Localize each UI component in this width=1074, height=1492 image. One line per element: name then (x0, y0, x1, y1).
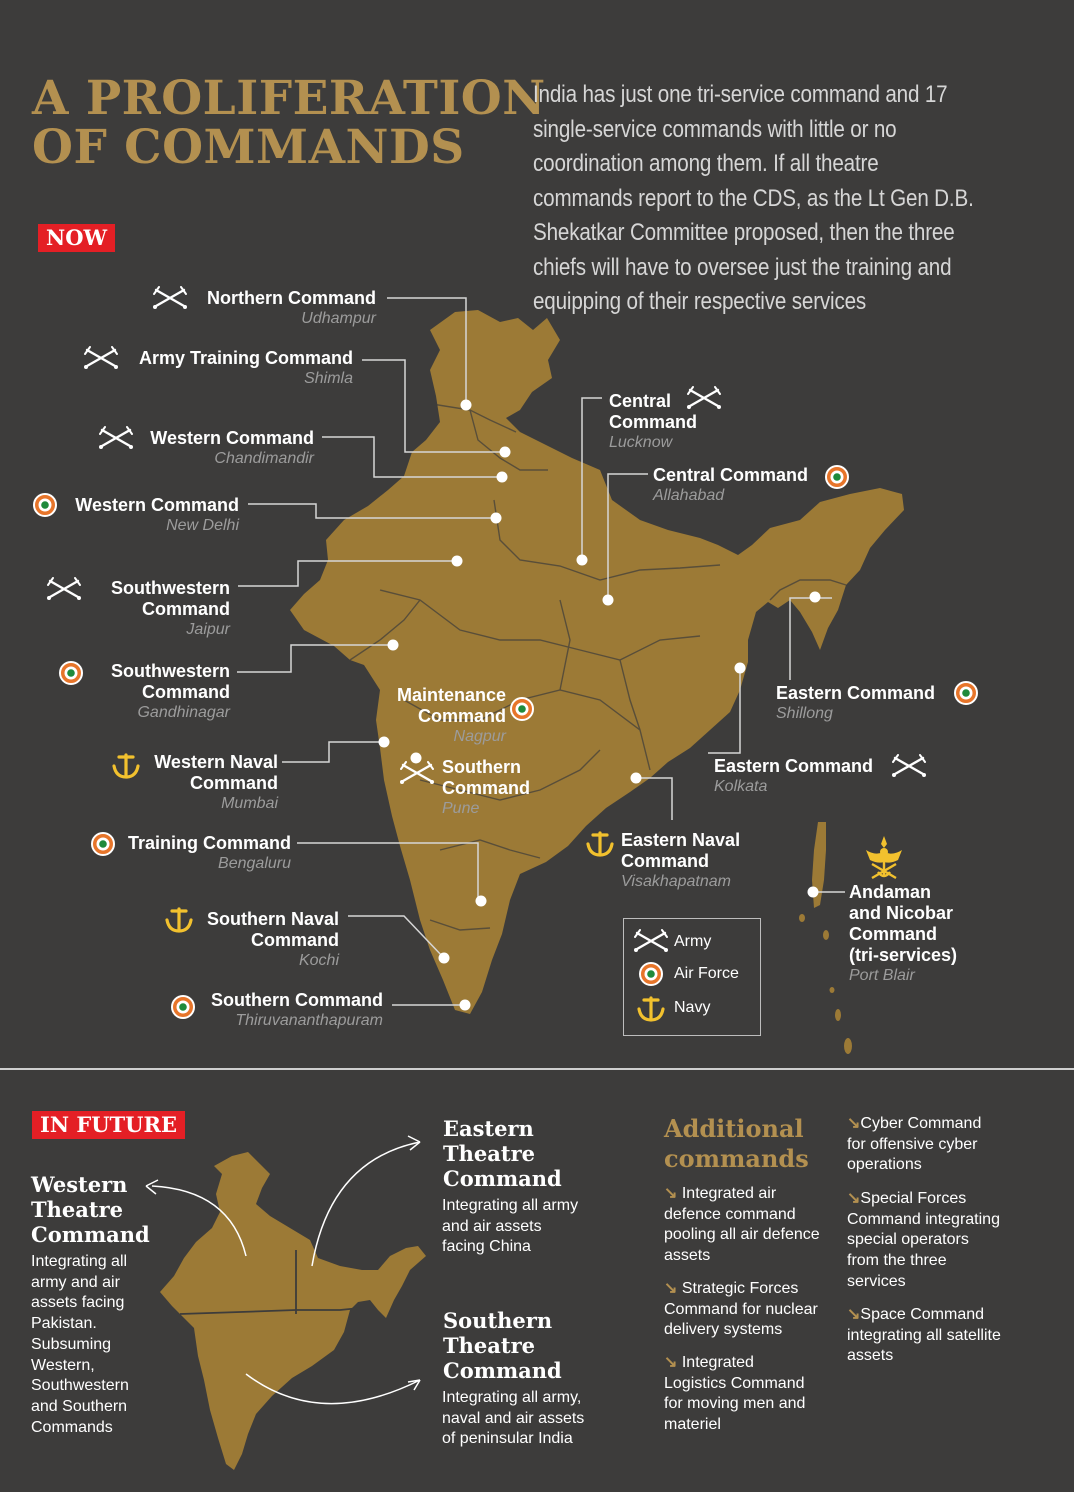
roundel-icon (826, 466, 848, 488)
legend: Army Air Force Navy (623, 918, 761, 1036)
india-mainland-shape (290, 310, 904, 1014)
roundel-icon (92, 833, 114, 855)
roundel-icon (172, 996, 194, 1018)
additional-command-item: ↘ Integrated air defence command pooling all air defence assets (664, 1185, 820, 1265)
eastern-theatre-title: Eastern Theatre Command (443, 1116, 562, 1191)
arrow-down-right-icon: ↘ (847, 1306, 861, 1323)
andaman-nicobar-islands (799, 822, 852, 1054)
command-label: Eastern Command Shillong (776, 683, 936, 722)
command-label: Andaman and Nicobar Command (tri-services) Port Blair (849, 882, 958, 984)
now-badge: NOW (38, 224, 115, 252)
southern-theatre-desc: Integrating all army, naval and air assets of peninsular India (442, 1389, 585, 1448)
western-theatre-title: Western Theatre Command (31, 1172, 150, 1247)
intro-text: India has just one tri-service command and 17 single-service commands with little or no coordination among them. If all theatre commands report to the CDS, as the Lt Gen D.B. Shekatkar Committee proposed, then the three chiefs will have to oversee just the training and equipping of their respective services (533, 81, 974, 315)
headline-line-2: OF COMMANDS (32, 120, 465, 175)
eastern-theatre-desc: Integrating all army and air assets facing China (442, 1197, 579, 1256)
command-label: Western Command New Delhi (75, 495, 239, 534)
in-future-badge: IN FUTURE (32, 1111, 185, 1139)
additional-command-item: ↘Special Forces Command integrating special operators from the three services (847, 1190, 1000, 1290)
arrow-down-right-icon: ↘ (664, 1185, 678, 1202)
command-label: Maintenance Command Nagpur (396, 685, 506, 745)
command-label: Central Command Lucknow (609, 391, 698, 451)
command-label: Western Command Chandimandir (150, 428, 314, 467)
headline-line-1: A PROLIFERATION (32, 71, 546, 126)
command-label: Eastern Command Kolkata (714, 756, 874, 795)
roundel-icon (955, 682, 977, 704)
command-label: Southwestern Command Gandhinagar (110, 661, 230, 721)
command-label: Eastern Naval Command Visakhapatnam (621, 830, 741, 890)
additional-commands-title: Additional commands (664, 1114, 809, 1173)
crossed-swords-icon (47, 578, 81, 600)
arrow-down-right-icon: ↘ (664, 1280, 678, 1297)
arrow-down-right-icon: ↘ (847, 1115, 861, 1132)
arrow-down-right-icon: ↘ (664, 1354, 678, 1371)
command-label: Training Command Bengaluru (127, 833, 291, 872)
command-label: Northern Command Udhampur (206, 288, 376, 327)
command-label: Southern Command Thiruvananthapuram (210, 990, 383, 1029)
additional-command-item: ↘ Strategic Forces Command for nuclear delivery systems (664, 1280, 818, 1339)
command-label: Southwestern Command Jaipur (110, 578, 230, 638)
command-label: Southern Command Pune (442, 757, 531, 817)
western-theatre-desc: Integrating all army and air assets facing Pakistan. Subsuming Western, Southwestern and Southern Commands (31, 1253, 129, 1436)
command-label: Western Naval Command Mumbai (154, 752, 278, 812)
roundel-icon (511, 698, 533, 720)
roundel-icon (60, 662, 82, 684)
additional-command-item: ↘Cyber Command for offensive cyber operations (847, 1115, 982, 1174)
additional-command-item: ↘ Integrated Logistics Command for moving men and materiel (664, 1354, 806, 1434)
southern-theatre-title: Southern Theatre Command (443, 1308, 562, 1383)
command-label: Central Command Allahabad (653, 465, 809, 504)
command-label: Southern Naval Command Kochi (206, 909, 339, 969)
tri-service-emblem-icon (866, 836, 902, 878)
anchor-icon (588, 833, 612, 855)
additional-command-item: ↘Space Command integrating all satellite assets (847, 1306, 1001, 1365)
command-label: Army Training Command Shimla (138, 348, 353, 387)
crossed-swords-icon (892, 755, 926, 777)
arrow-down-right-icon: ↘ (847, 1190, 861, 1207)
